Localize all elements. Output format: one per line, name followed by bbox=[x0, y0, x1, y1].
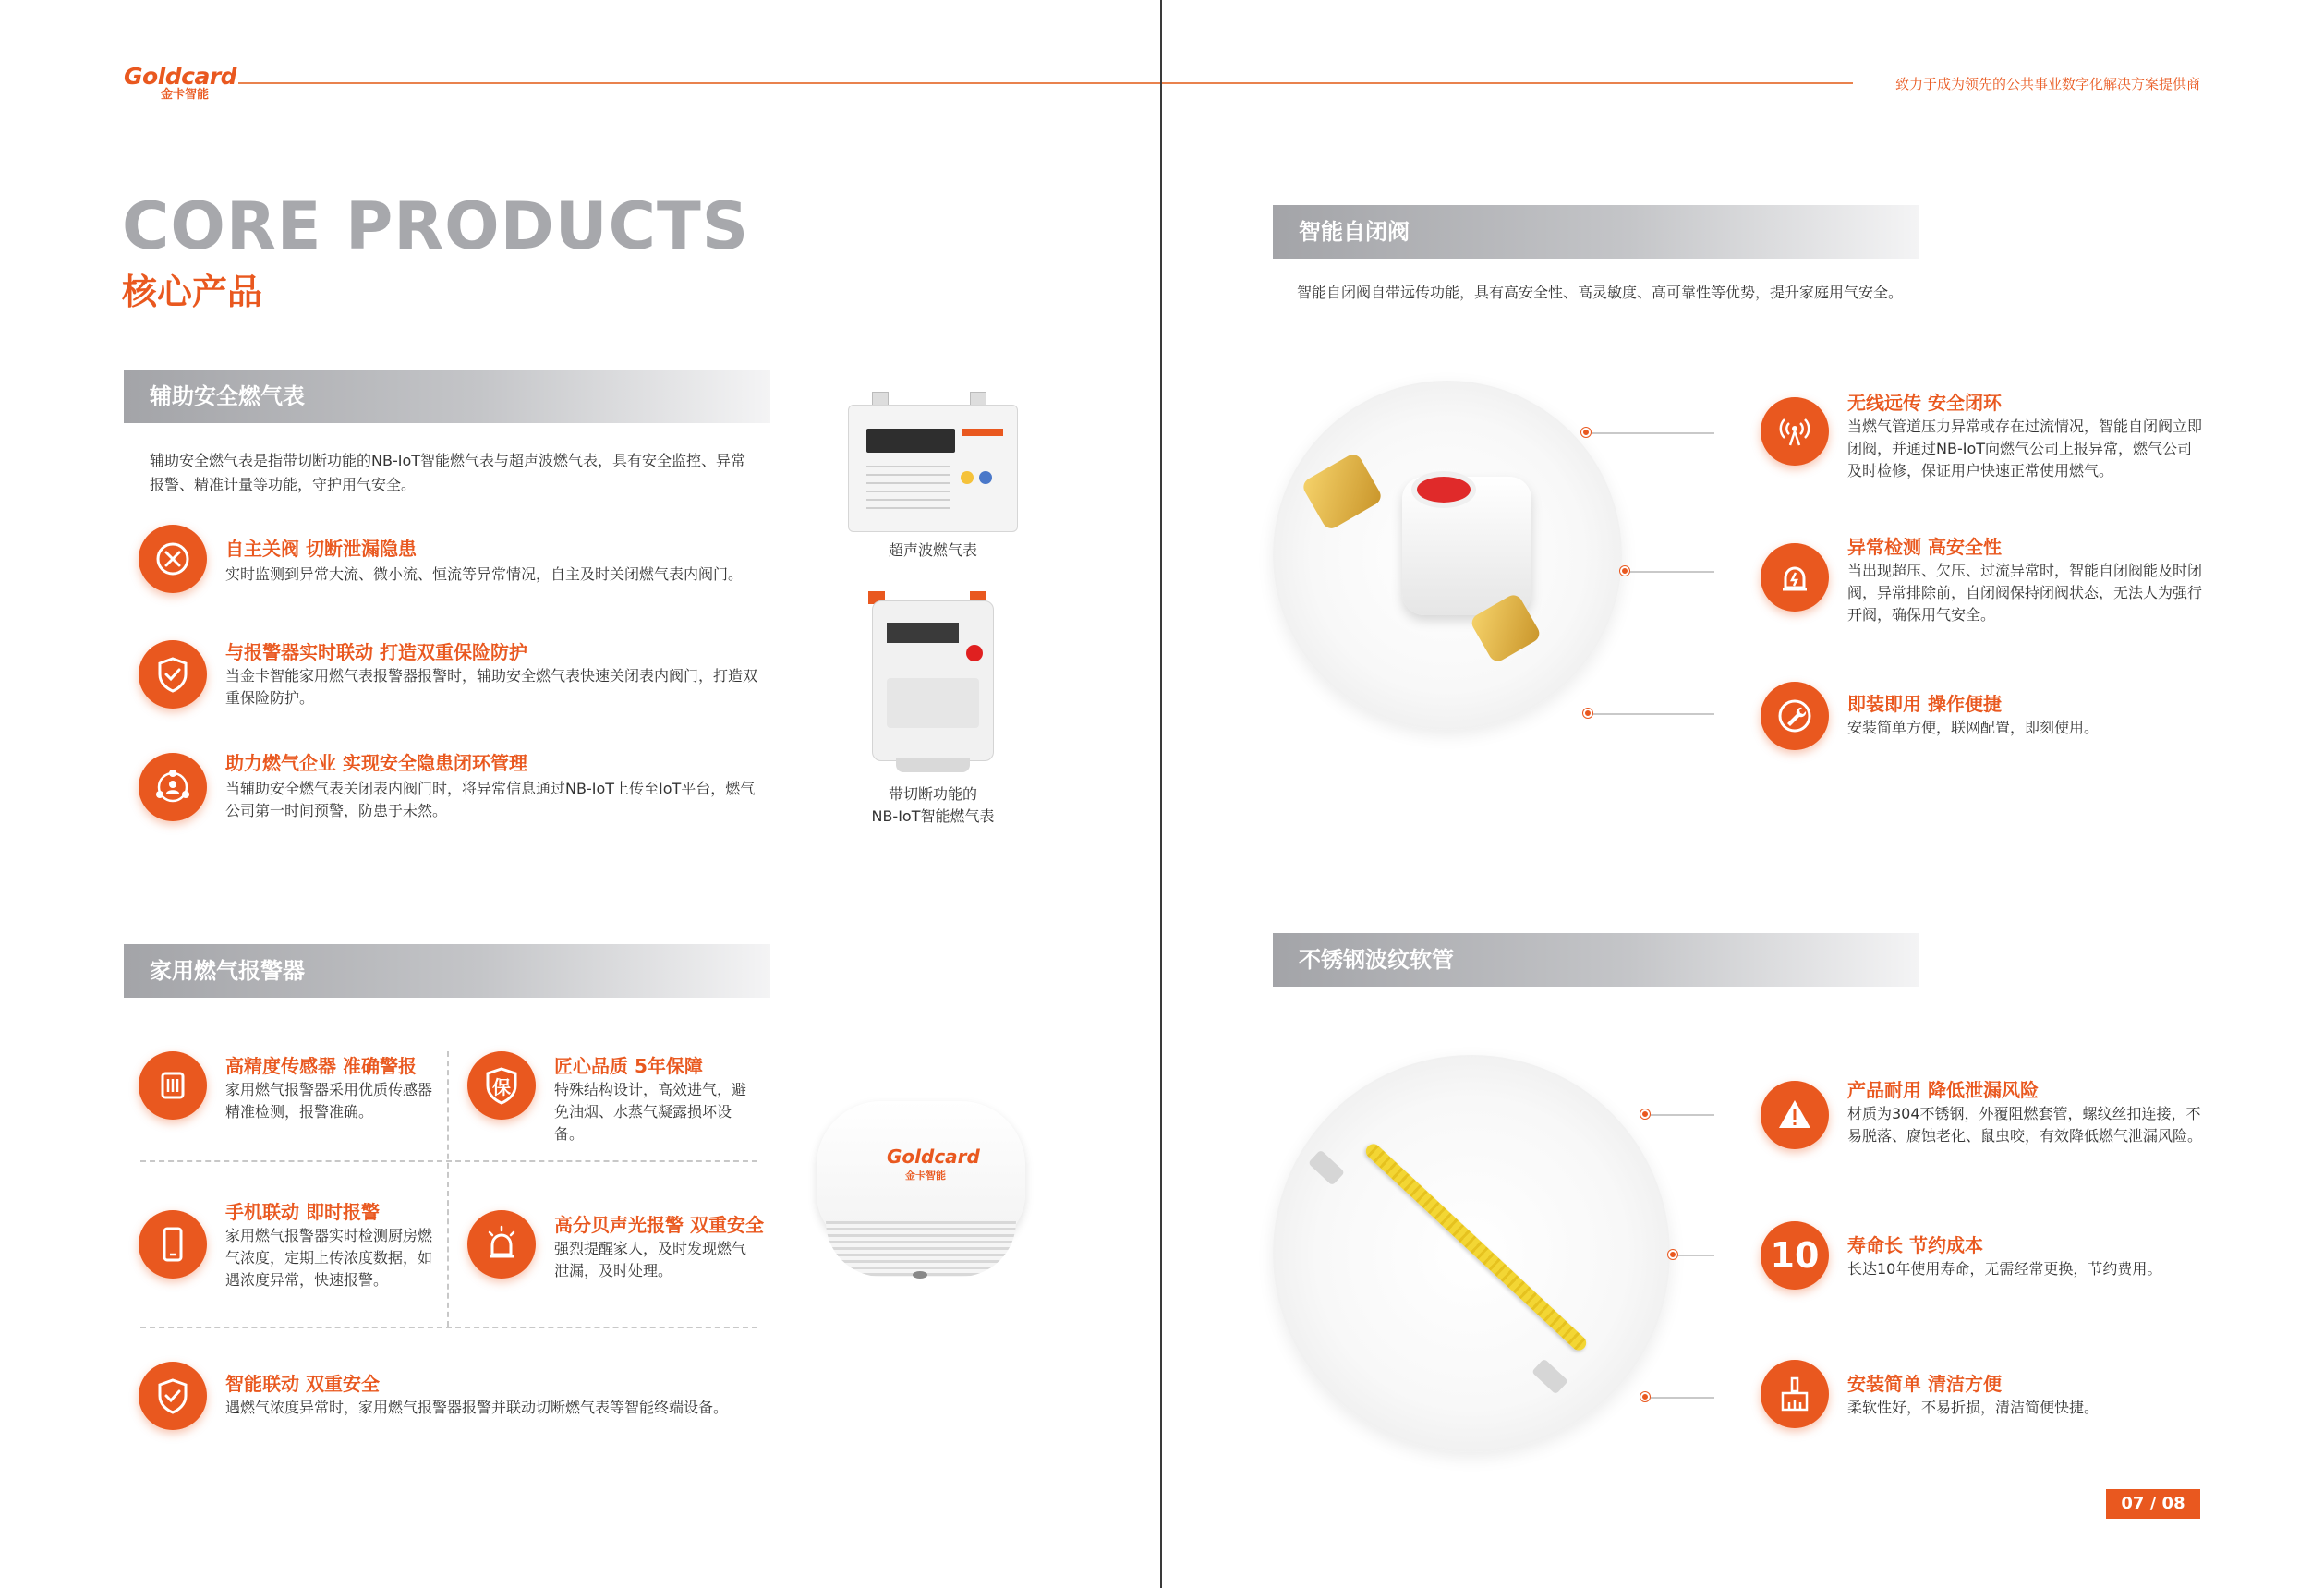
hose-feature-text-1: 材质为304不锈钢，外覆阻燃套管，螺纹丝扣连接，不易脱落、腐蚀老化、鼠虫咬，有效降低燃气泄漏风险。 bbox=[1847, 1105, 2203, 1145]
quality-shield-char: 保 bbox=[492, 1075, 511, 1098]
device-logo-cn: 金卡智能 bbox=[905, 1170, 946, 1182]
section-bar-meter: 辅助安全燃气表 bbox=[124, 370, 770, 423]
hose-feature-text-2: 长达10年使用寿命，无需经常更换，节约费用。 bbox=[1847, 1260, 2162, 1278]
device-logo-en: Goldcard bbox=[887, 1146, 980, 1168]
hose-connector-2 bbox=[1672, 1255, 1714, 1256]
valve-connector-dot-1 bbox=[1581, 428, 1591, 437]
valve-connector-dot-2 bbox=[1620, 566, 1629, 576]
hose-connector-dot-2 bbox=[1668, 1250, 1677, 1259]
alarm-feature-title-2: 匠心品质 5年保障 bbox=[554, 1055, 703, 1077]
ultrasonic-meter-image bbox=[848, 392, 1018, 532]
shield-check-icon bbox=[139, 1362, 207, 1430]
valve-connector-3 bbox=[1587, 713, 1714, 715]
alarm-feature-title-3: 手机联动 即时报警 bbox=[225, 1201, 380, 1223]
valve-intro: 智能自闭阀自带远传功能，具有高安全性、高灵敏度、高可靠性等优势，提升家庭用气安全。 bbox=[1297, 284, 1904, 301]
valve-feature-title-2: 异常检测 高安全性 bbox=[1847, 536, 2002, 558]
meter-feature-text-1: 实时监测到异常大流、微小流、恒流等异常情况，自主及时关闭燃气表内阀门。 bbox=[225, 565, 744, 583]
hose-product-circle bbox=[1273, 1055, 1670, 1452]
hose-connector-3 bbox=[1644, 1397, 1714, 1399]
ultrasonic-meter-caption: 超声波燃气表 bbox=[888, 541, 977, 559]
valve-feature-text-2: 当出现超压、欠压、过流异常时，智能自闭阀能及时闭阀，异常排除前，自闭阀保持闭阀状态，无法人为强行开阀，确保用气安全。 bbox=[1847, 562, 2203, 624]
brush-icon bbox=[1761, 1360, 1829, 1428]
goldcard-logo bbox=[124, 65, 236, 102]
warning-icon bbox=[1761, 1081, 1829, 1149]
slogan: 致力于成为领先的公共事业数字化解决方案提供商 bbox=[1894, 76, 2200, 92]
right-page bbox=[1162, 0, 2324, 1588]
hose-feature-text-3: 柔软性好，不易折损，清洁简便快捷。 bbox=[1847, 1399, 2100, 1416]
grid-divider-vertical bbox=[447, 1051, 449, 1327]
valve-feature-text-3: 安装简单方便，联网配置，即刻使用。 bbox=[1847, 719, 2100, 736]
meter-feature-title-3: 助力燃气企业 实现安全隐患闭环管理 bbox=[225, 752, 527, 774]
nbiot-meter-caption-line1: 带切断功能的 bbox=[888, 785, 977, 803]
hose-connector-dot-1 bbox=[1640, 1109, 1650, 1119]
alarm-feature-text-1: 家用燃气报警器采用优质传感器精准检测，报警准确。 bbox=[225, 1081, 433, 1121]
alarm-feature-text-2: 特殊结构设计，高效进气，避免油烟、水蒸气凝露损坏设备。 bbox=[554, 1081, 747, 1143]
sensor-icon bbox=[139, 1051, 207, 1120]
valve-feature-text-1: 当燃气管道压力异常或存在过流情况，智能自闭阀立即闭阀，并通过NB-IoT向燃气公司上报异常，燃气公司及时检修，保证用户快速正常使用燃气。 bbox=[1847, 418, 2203, 479]
meter-feature-text-2: 当金卡智能家用燃气表报警器报警时，辅助安全燃气表快速关闭表内阀门，打造双重保险防护。 bbox=[225, 667, 758, 707]
page-title-en: CORE PRODUCTS bbox=[122, 188, 750, 264]
valve-connector-dot-3 bbox=[1583, 709, 1592, 718]
alarm-feature-title-5: 智能联动 双重安全 bbox=[225, 1373, 380, 1395]
phone-icon bbox=[139, 1210, 207, 1279]
alarm-feature-title-1: 高精度传感器 准确警报 bbox=[225, 1055, 417, 1077]
people-network-icon bbox=[139, 753, 207, 821]
valve-feature-title-1: 无线远传 安全闭环 bbox=[1847, 392, 2002, 414]
section-bar-hose: 不锈钢波纹软管 bbox=[1273, 933, 1919, 987]
gas-alarm-device-image bbox=[817, 1101, 1025, 1291]
ten-years-number: 10 bbox=[1770, 1235, 1820, 1276]
alarm-feature-text-5: 遇燃气浓度异常时，家用燃气报警器报警并联动切断燃气表等智能终端设备。 bbox=[225, 1399, 729, 1416]
grid-divider-horizontal-2 bbox=[140, 1327, 757, 1328]
page-number-badge: 07 / 08 bbox=[2106, 1489, 2200, 1519]
alarm-feature-title-4: 高分贝声光报警 双重安全 bbox=[554, 1214, 764, 1236]
alarm-feature-text-4: 强烈提醒家人，及时发现燃气泄漏，及时处理。 bbox=[554, 1240, 747, 1279]
quality-shield-icon bbox=[467, 1051, 536, 1120]
valve-feature-title-3: 即装即用 操作便捷 bbox=[1847, 693, 2002, 715]
nbiot-meter-image bbox=[868, 591, 998, 776]
valve-connector-1 bbox=[1585, 432, 1714, 434]
meter-feature-title-2: 与报警器实时联动 打造双重保险防护 bbox=[225, 641, 527, 663]
logo-text-en: Goldcard bbox=[124, 63, 237, 90]
close-circle-icon bbox=[139, 525, 207, 593]
wrench-icon bbox=[1761, 682, 1829, 750]
valve-connector-2 bbox=[1624, 571, 1714, 573]
page-title-cn: 核心产品 bbox=[122, 272, 263, 312]
logo-text-cn: 金卡智能 bbox=[161, 88, 210, 102]
header-rule-right bbox=[1162, 82, 1853, 84]
meter-feature-title-1: 自主关阀 切断泄漏隐患 bbox=[225, 538, 417, 560]
meter-feature-text-3: 当辅助安全燃气表关闭表内阀门时，将异常信息通过NB-IoT上传至IoT平台，燃气公司第一时间预警，防患于未然。 bbox=[225, 780, 756, 819]
ten-years-icon bbox=[1761, 1221, 1829, 1290]
hose-connector-dot-3 bbox=[1640, 1392, 1650, 1401]
hose-connector-1 bbox=[1644, 1114, 1714, 1116]
header-rule bbox=[238, 82, 1162, 84]
shield-check-icon bbox=[139, 640, 207, 709]
hose-feature-title-2: 寿命长 节约成本 bbox=[1847, 1234, 1983, 1256]
grid-divider-horizontal-1 bbox=[140, 1160, 757, 1162]
alarm-light-icon bbox=[467, 1210, 536, 1279]
nbiot-meter-caption-line2: NB-IoT智能燃气表 bbox=[871, 807, 995, 825]
valve-product-circle bbox=[1273, 381, 1622, 730]
section-bar-alarm: 家用燃气报警器 bbox=[124, 944, 770, 998]
hose-feature-title-1: 产品耐用 降低泄漏风险 bbox=[1847, 1079, 2039, 1101]
wireless-icon bbox=[1761, 397, 1829, 466]
section-bar-valve: 智能自闭阀 bbox=[1273, 205, 1919, 259]
alarm-detect-icon bbox=[1761, 543, 1829, 612]
hose-feature-title-3: 安装简单 清洁方便 bbox=[1847, 1373, 2002, 1395]
alarm-feature-text-3: 家用燃气报警器实时检测厨房燃气浓度，定期上传浓度数据，如遇浓度异常，快速报警。 bbox=[225, 1227, 433, 1289]
meter-intro: 辅助安全燃气表是指带切断功能的NB-IoT智能燃气表与超声波燃气表，具有安全监控、异常报警、精准计量等功能，守护用气安全。 bbox=[150, 452, 746, 493]
